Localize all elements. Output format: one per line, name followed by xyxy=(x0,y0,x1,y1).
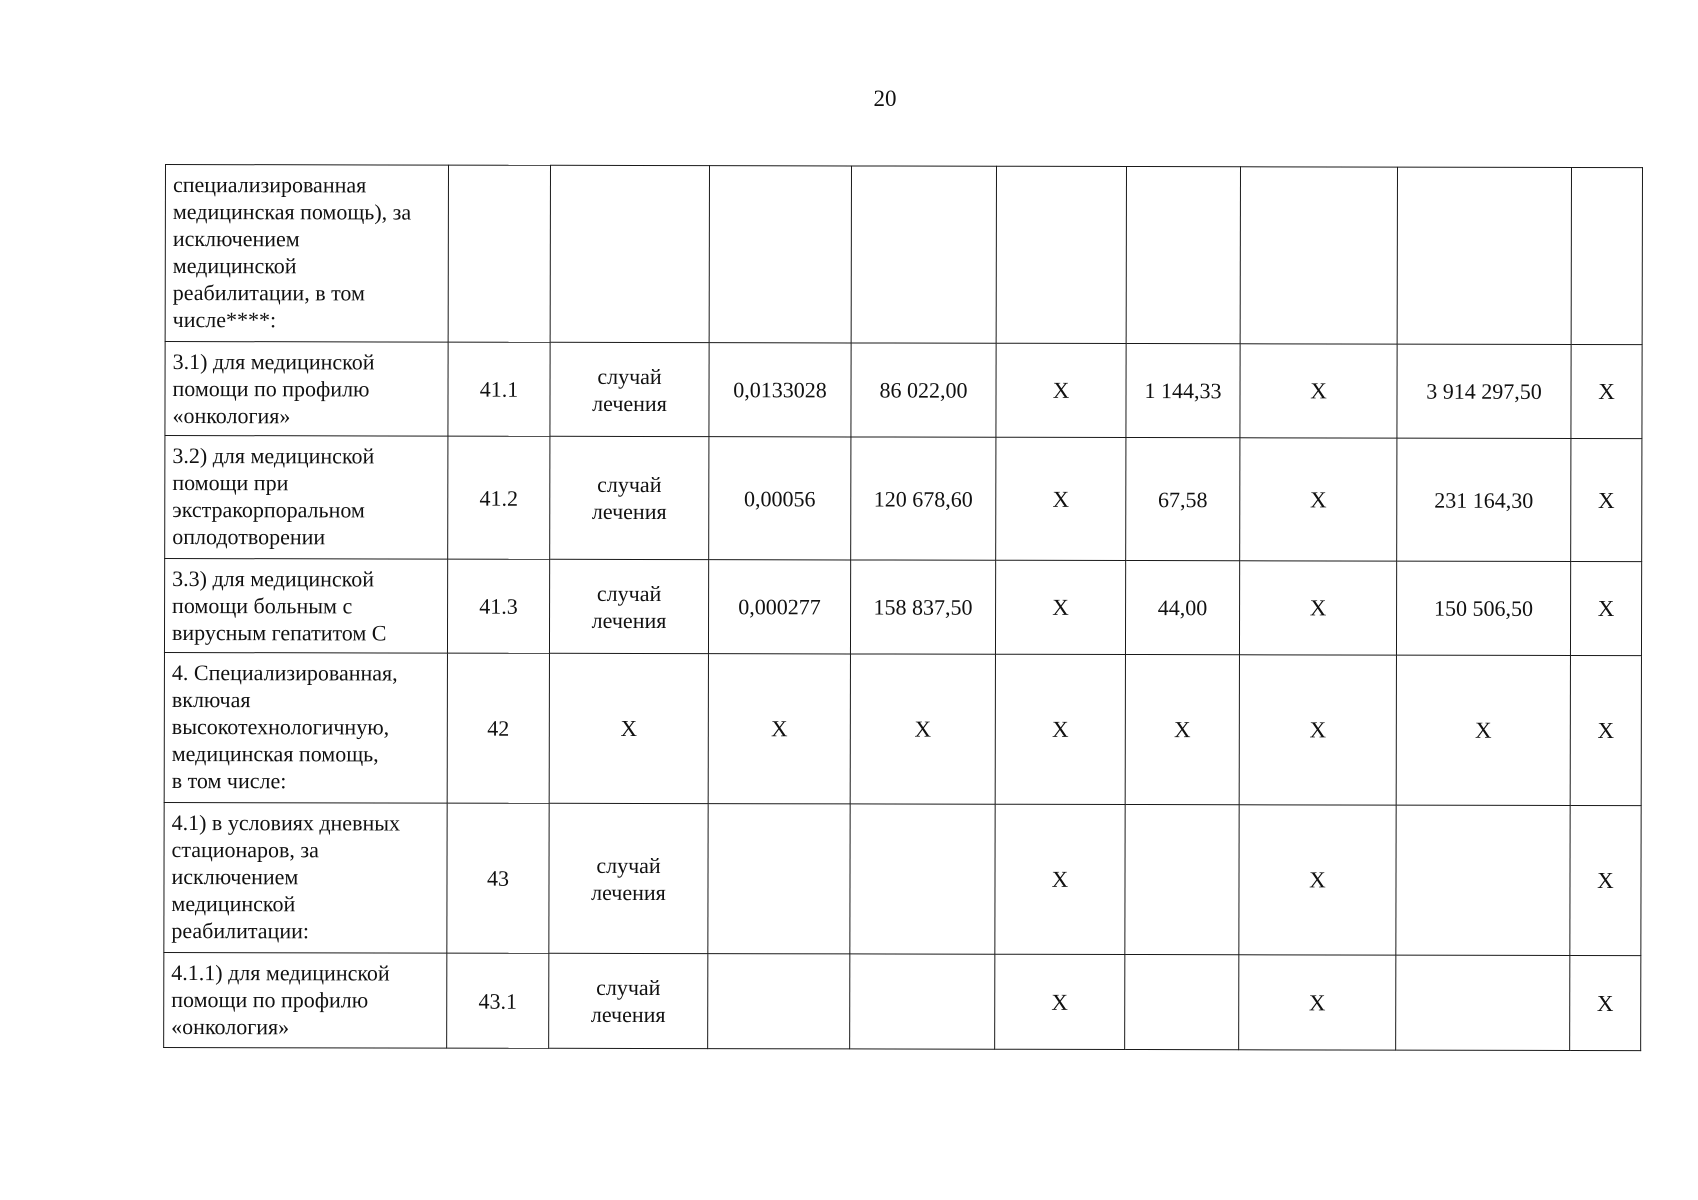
row-name-text: 3.3) для медицинской помощи больным с вирусным гепатитом С xyxy=(171,566,387,646)
row-name-text: специализированная медицинская помощь), за исключением медицинской реабилитации, в том числе****: xyxy=(172,172,412,333)
table-cell-text: X xyxy=(1051,716,1069,742)
table-cell xyxy=(1397,344,1571,438)
table-cell-text: X xyxy=(1051,866,1069,892)
table-cell xyxy=(709,437,851,560)
table-cell xyxy=(995,804,1125,954)
table-cell-text: 44,00 xyxy=(1157,595,1208,621)
table-cell-text: X xyxy=(1474,717,1492,743)
table-cell-text: X xyxy=(1309,595,1327,621)
table-cell-text: 120 678,60 xyxy=(873,485,973,512)
data-table xyxy=(163,164,1643,1051)
table-cell xyxy=(550,436,709,559)
table-cell xyxy=(850,654,995,804)
table-cell xyxy=(1125,805,1239,955)
table-cell xyxy=(447,803,549,953)
table-cell xyxy=(550,342,709,436)
table-cell-text: X xyxy=(1309,717,1327,743)
table-cell xyxy=(1125,955,1239,1050)
table-cell xyxy=(1396,955,1570,1050)
table-cell xyxy=(549,953,708,1048)
row-name-text: 4. Специализированная, включая высокотехнологичную, медицинская помощь, в том числе: xyxy=(171,660,398,794)
table-row xyxy=(165,165,1642,345)
row-name-text: 3.2) для медицинской помощи при экстракорпоральном оплодотворении xyxy=(172,443,375,550)
table-cell xyxy=(1396,561,1570,655)
table-cell-text: 43 xyxy=(486,865,510,891)
table-cell xyxy=(1239,655,1396,805)
table-cell-text: X xyxy=(1598,379,1615,405)
table-cell-text: X xyxy=(1051,989,1069,1015)
table-cell-text: случай лечения xyxy=(591,580,667,633)
table-row xyxy=(165,342,1642,439)
table-cell xyxy=(549,803,708,953)
table-cell xyxy=(850,560,995,654)
table-cell-text: X xyxy=(1308,989,1326,1015)
table-cell xyxy=(1239,805,1396,955)
table-cell-text: случай лечения xyxy=(591,852,666,905)
table-cell xyxy=(447,559,549,653)
table-row xyxy=(165,436,1642,562)
table-cell xyxy=(708,804,850,954)
table-cell-text: 67,58 xyxy=(1158,486,1208,512)
table-cell xyxy=(1397,438,1571,561)
table-cell xyxy=(708,954,850,1049)
row-name-cell xyxy=(165,436,448,560)
table-cell xyxy=(995,654,1125,804)
table-cell xyxy=(996,166,1126,343)
row-name-cell xyxy=(165,342,448,437)
table-cell-text: X xyxy=(1597,596,1615,622)
table-cell-text: 150 506,50 xyxy=(1434,595,1534,621)
table-cell-text: 0,00056 xyxy=(744,485,816,511)
table-cell xyxy=(1570,561,1641,655)
table-cell xyxy=(448,165,550,342)
table-cell xyxy=(1240,167,1397,344)
table-cell xyxy=(708,560,850,654)
table-cell-text: 41.3 xyxy=(479,593,518,619)
row-name-cell xyxy=(164,802,447,953)
row-name-text: 4.1.1) для медицинской помощи по профилю «онкология» xyxy=(171,960,390,1040)
table-cell-text: случай лечения xyxy=(592,363,667,416)
row-name-cell xyxy=(164,653,447,804)
table-cell xyxy=(1126,167,1240,344)
table-cell-text: 158 837,50 xyxy=(873,594,973,620)
table-row xyxy=(164,653,1641,806)
table-row xyxy=(164,952,1641,1050)
table-cell xyxy=(1239,955,1396,1050)
table-cell xyxy=(850,954,995,1049)
table-cell-text: 3 914 297,50 xyxy=(1426,378,1542,404)
table-cell-text: X xyxy=(620,715,638,741)
table-cell xyxy=(851,166,996,343)
table-cell-text: 0,000277 xyxy=(738,594,821,620)
table-cell-text: X xyxy=(1597,868,1614,894)
table-cell xyxy=(448,342,550,436)
table-cell xyxy=(708,654,850,804)
table-cell-text: X xyxy=(770,716,788,742)
table-cell xyxy=(995,560,1125,654)
row-name-text: 4.1) в условиях дневных стационаров, за исключением медицинской реабилитации: xyxy=(171,810,401,944)
table-row xyxy=(164,802,1641,955)
table-cell xyxy=(1571,344,1642,438)
table-cell xyxy=(1570,805,1641,955)
table-cell-text: X xyxy=(1310,378,1327,404)
table-cell-text: X xyxy=(1597,487,1615,513)
table-cell xyxy=(1126,344,1240,438)
page-number: 20 xyxy=(873,86,897,111)
table-cell xyxy=(550,165,709,342)
table-cell-text: 1 144,33 xyxy=(1144,378,1222,404)
table-cell xyxy=(1571,167,1642,344)
table-cell-text: 41.1 xyxy=(479,376,519,402)
table-cell-text: 43.1 xyxy=(478,988,518,1014)
table-cell xyxy=(1396,805,1570,955)
table-cell-text: X xyxy=(1309,867,1326,893)
row-name-cell xyxy=(164,952,447,1048)
table-cell xyxy=(851,343,996,437)
table-cell xyxy=(549,559,708,653)
table-cell-text: 0,0133028 xyxy=(733,377,827,403)
table-cell xyxy=(1570,655,1641,805)
table-cell-text: X xyxy=(1052,486,1070,512)
table-cell xyxy=(1125,655,1239,805)
table-cell xyxy=(851,437,996,560)
table-cell-text: 41.2 xyxy=(479,485,519,511)
table-cell-text: X xyxy=(914,716,932,742)
table-cell-text: случай лечения xyxy=(591,471,667,525)
table-row xyxy=(164,559,1641,656)
table-cell xyxy=(709,343,851,437)
table-cell xyxy=(447,653,549,803)
table-cell xyxy=(447,953,549,1048)
table-cell-text: X xyxy=(1173,717,1191,743)
table-cell-text: X xyxy=(1052,377,1070,403)
table-cell xyxy=(709,166,851,343)
table-cell xyxy=(1125,561,1239,655)
row-name-cell xyxy=(164,559,447,654)
table-cell-text: 42 xyxy=(487,715,510,741)
table-cell xyxy=(1397,167,1571,344)
row-name-cell xyxy=(165,165,448,343)
table-cell xyxy=(549,653,708,803)
table-cell-text: 231 164,30 xyxy=(1434,487,1534,513)
table-cell xyxy=(995,954,1125,1049)
table-cell xyxy=(1239,561,1396,655)
table-cell xyxy=(1570,955,1641,1050)
table-cell xyxy=(996,437,1126,560)
table-cell-text: X xyxy=(1052,594,1069,620)
table-cell xyxy=(1571,438,1642,561)
table-cell xyxy=(1240,438,1397,561)
row-name-text: 3.1) для медицинской помощи по профилю «онкология» xyxy=(172,349,375,429)
table-cell-text: 86 022,00 xyxy=(879,377,968,403)
table-cell-text: X xyxy=(1597,718,1615,744)
table-cell xyxy=(996,343,1126,437)
table-cell xyxy=(1126,438,1240,561)
table-cell-text: случай лечения xyxy=(590,974,666,1028)
table-cell-text: X xyxy=(1309,486,1327,512)
table-cell-text: X xyxy=(1596,990,1614,1016)
table-cell xyxy=(448,436,550,559)
table-cell xyxy=(1396,655,1570,805)
table-cell xyxy=(1240,344,1397,438)
table-cell xyxy=(850,804,995,954)
